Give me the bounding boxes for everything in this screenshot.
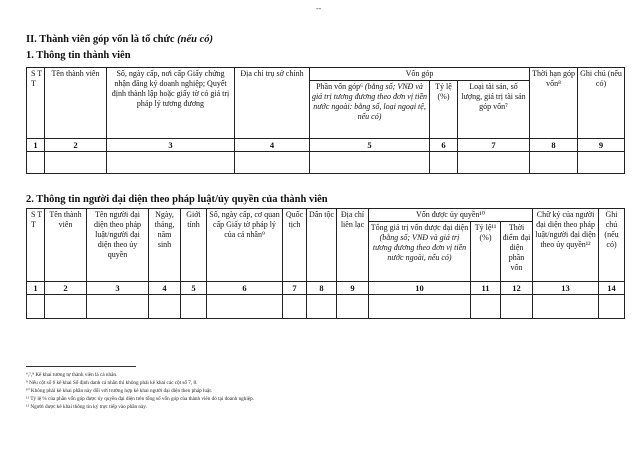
- t2-header-contact: Địa chỉ liên lạc: [337, 209, 369, 282]
- t2-empty-cell: [337, 295, 369, 319]
- t2-colnum-13: 13: [533, 282, 599, 295]
- t2-colnum-2: 2: [45, 282, 87, 295]
- t1-header-contribution: Vốn góp: [310, 68, 530, 81]
- t1-empty-cell: [45, 152, 107, 174]
- t1-empty-cell: [430, 152, 458, 174]
- t1-colnum-6: 6: [430, 139, 458, 152]
- t1-empty-cell: [458, 152, 530, 174]
- t2-colnum-9: 9: [337, 282, 369, 295]
- t1-colnum-8: 8: [530, 139, 578, 152]
- footnote-6-7-8: ⁶,⁷,⁸ Kê khai tương tự thành viên là cá nhân.: [26, 372, 118, 378]
- t1-empty-cell: [235, 152, 310, 174]
- t1-empty-cell: [578, 152, 625, 174]
- t2-header-gender: Giới tính: [181, 209, 207, 282]
- table1-heading: 1. Thông tin thành viên: [26, 50, 131, 61]
- footnote-12: ¹² Người được kê khai thông tin ký trực tiếp vào phần này.: [26, 404, 147, 410]
- t2-header-member: Tên thành viên: [45, 209, 87, 282]
- t2-empty-cell: [283, 295, 307, 319]
- t1-header-ratio: Tỷ lệ (%): [430, 81, 458, 139]
- t2-colnum-14: 14: [599, 282, 625, 295]
- t2-colnum-6: 6: [207, 282, 283, 295]
- t2-colnum-11: 11: [471, 282, 501, 295]
- t1-colnum-4: 4: [235, 139, 310, 152]
- t1-header-address: Địa chỉ trụ sở chính: [235, 68, 310, 139]
- t2-colnum-3: 3: [87, 282, 149, 295]
- t1-colnum-5: 5: [310, 139, 430, 152]
- t1-empty-cell: [107, 152, 235, 174]
- t2-header-signature: Chữ ký của người đại diện theo pháp luật/người đại diện theo ủy quyền¹²: [533, 209, 599, 282]
- footnote-9: ⁹ Nếu cột số 6 kê khai Số định danh cá nhân thì không phải kê khai các cột số 7, 8.: [26, 380, 198, 386]
- t1-header-share: Phần vốn góp⁶ (bằng số; VNĐ và giá trị tương đương theo đơn vị tiền nước ngoài: bằng số, loại ngoại tệ, nếu có): [310, 81, 430, 139]
- t2-header-total: Tổng giá trị vốn được đại diện (bằng số; VNĐ và giá trị tương đương theo đơn vị tiền nước ngoài, nếu có): [369, 222, 471, 282]
- t2-empty-cell: [533, 295, 599, 319]
- table2-heading: 2. Thông tin người đại diện theo pháp luật/ủy quyền của thành viên: [26, 194, 328, 205]
- section-title: [26, 34, 213, 45]
- t2-empty-cell: [45, 295, 87, 319]
- t1-header-name: Tên thành viên: [45, 68, 107, 139]
- t1-empty-cell: [27, 152, 45, 174]
- t2-empty-cell: [307, 295, 337, 319]
- t2-colnum-4: 4: [149, 282, 181, 295]
- t1-header-asset: Loại tài sản, số lượng, giá trị tài sản góp vốn⁷: [458, 81, 530, 139]
- t2-empty-cell: [149, 295, 181, 319]
- t2-colnum-1: 1: [27, 282, 45, 295]
- t1-colnum-9: 9: [578, 139, 625, 152]
- t1-header-stt: S T T: [27, 68, 45, 139]
- t2-colnum-8: 8: [307, 282, 337, 295]
- t2-empty-cell: [471, 295, 501, 319]
- t2-header-stt: S T T: [27, 209, 45, 282]
- t1-empty-cell: [310, 152, 430, 174]
- section-title-italic: (nếu có): [177, 34, 213, 45]
- t2-header-ethnicity: Dân tộc: [307, 209, 337, 282]
- t2-colnum-7: 7: [283, 282, 307, 295]
- t2-header-authorized-capital: Vốn được ủy quyền¹⁰: [369, 209, 533, 222]
- t1-colnum-2: 2: [45, 139, 107, 152]
- section-title-main: II. Thành viên góp vốn là tổ chức: [26, 34, 175, 45]
- t2-header-id: Số, ngày cấp, cơ quan cấp Giấy tờ pháp lý của cá nhân⁹: [207, 209, 283, 282]
- t1-colnum-7: 7: [458, 139, 530, 152]
- footnote-11: ¹¹ Tỷ lệ % của phần vốn góp được ủy quyền đại diện trên tổng số vốn góp của thành viên đó tại doanh nghiệp.: [26, 396, 254, 402]
- footnote-separator: [26, 366, 136, 367]
- t2-empty-cell: [369, 295, 471, 319]
- t1-colnum-1: 1: [27, 139, 45, 152]
- t2-colnum-12: 12: [501, 282, 533, 295]
- t2-empty-cell: [207, 295, 283, 319]
- t2-header-nationality: Quốc tịch: [283, 209, 307, 282]
- t2-header-dob: Ngày, tháng, năm sinh: [149, 209, 181, 282]
- t2-empty-cell: [599, 295, 625, 319]
- footnote-10: ¹⁰ Không phải kê khai phần này đối với trường hợp kê khai người đại diện theo pháp luật.: [26, 388, 213, 394]
- header-mark: --: [316, 4, 322, 13]
- t1-colnum-3: 3: [107, 139, 235, 152]
- t2-empty-cell: [181, 295, 207, 319]
- t2-empty-cell: [87, 295, 149, 319]
- t2-header-note: Ghi chú (nếu có): [599, 209, 625, 282]
- t1-header-note: Ghi chú (nếu có): [578, 68, 625, 139]
- t2-empty-cell: [501, 295, 533, 319]
- t1-header-deadline: Thời hạn góp vốn⁸: [530, 68, 578, 139]
- t2-header-time: Thời điểm đại diện phần vốn: [501, 222, 533, 282]
- representative-info-table: [26, 208, 625, 319]
- t2-header-rep-name: Tên người đại diện theo pháp luật/người đại diện theo ủy quyền: [87, 209, 149, 282]
- t2-colnum-10: 10: [369, 282, 471, 295]
- t1-header-cert: Số, ngày cấp, nơi cấp Giấy chứng nhận đăng ký doanh nghiệp; Quyết định thành lập hoặc giấy tờ có giá trị pháp lý tương đương: [107, 68, 235, 139]
- t2-empty-cell: [27, 295, 45, 319]
- t2-header-ratio: Tỷ lệ¹¹ (%): [471, 222, 501, 282]
- member-info-table: [26, 67, 625, 174]
- t1-empty-cell: [530, 152, 578, 174]
- t2-colnum-5: 5: [181, 282, 207, 295]
